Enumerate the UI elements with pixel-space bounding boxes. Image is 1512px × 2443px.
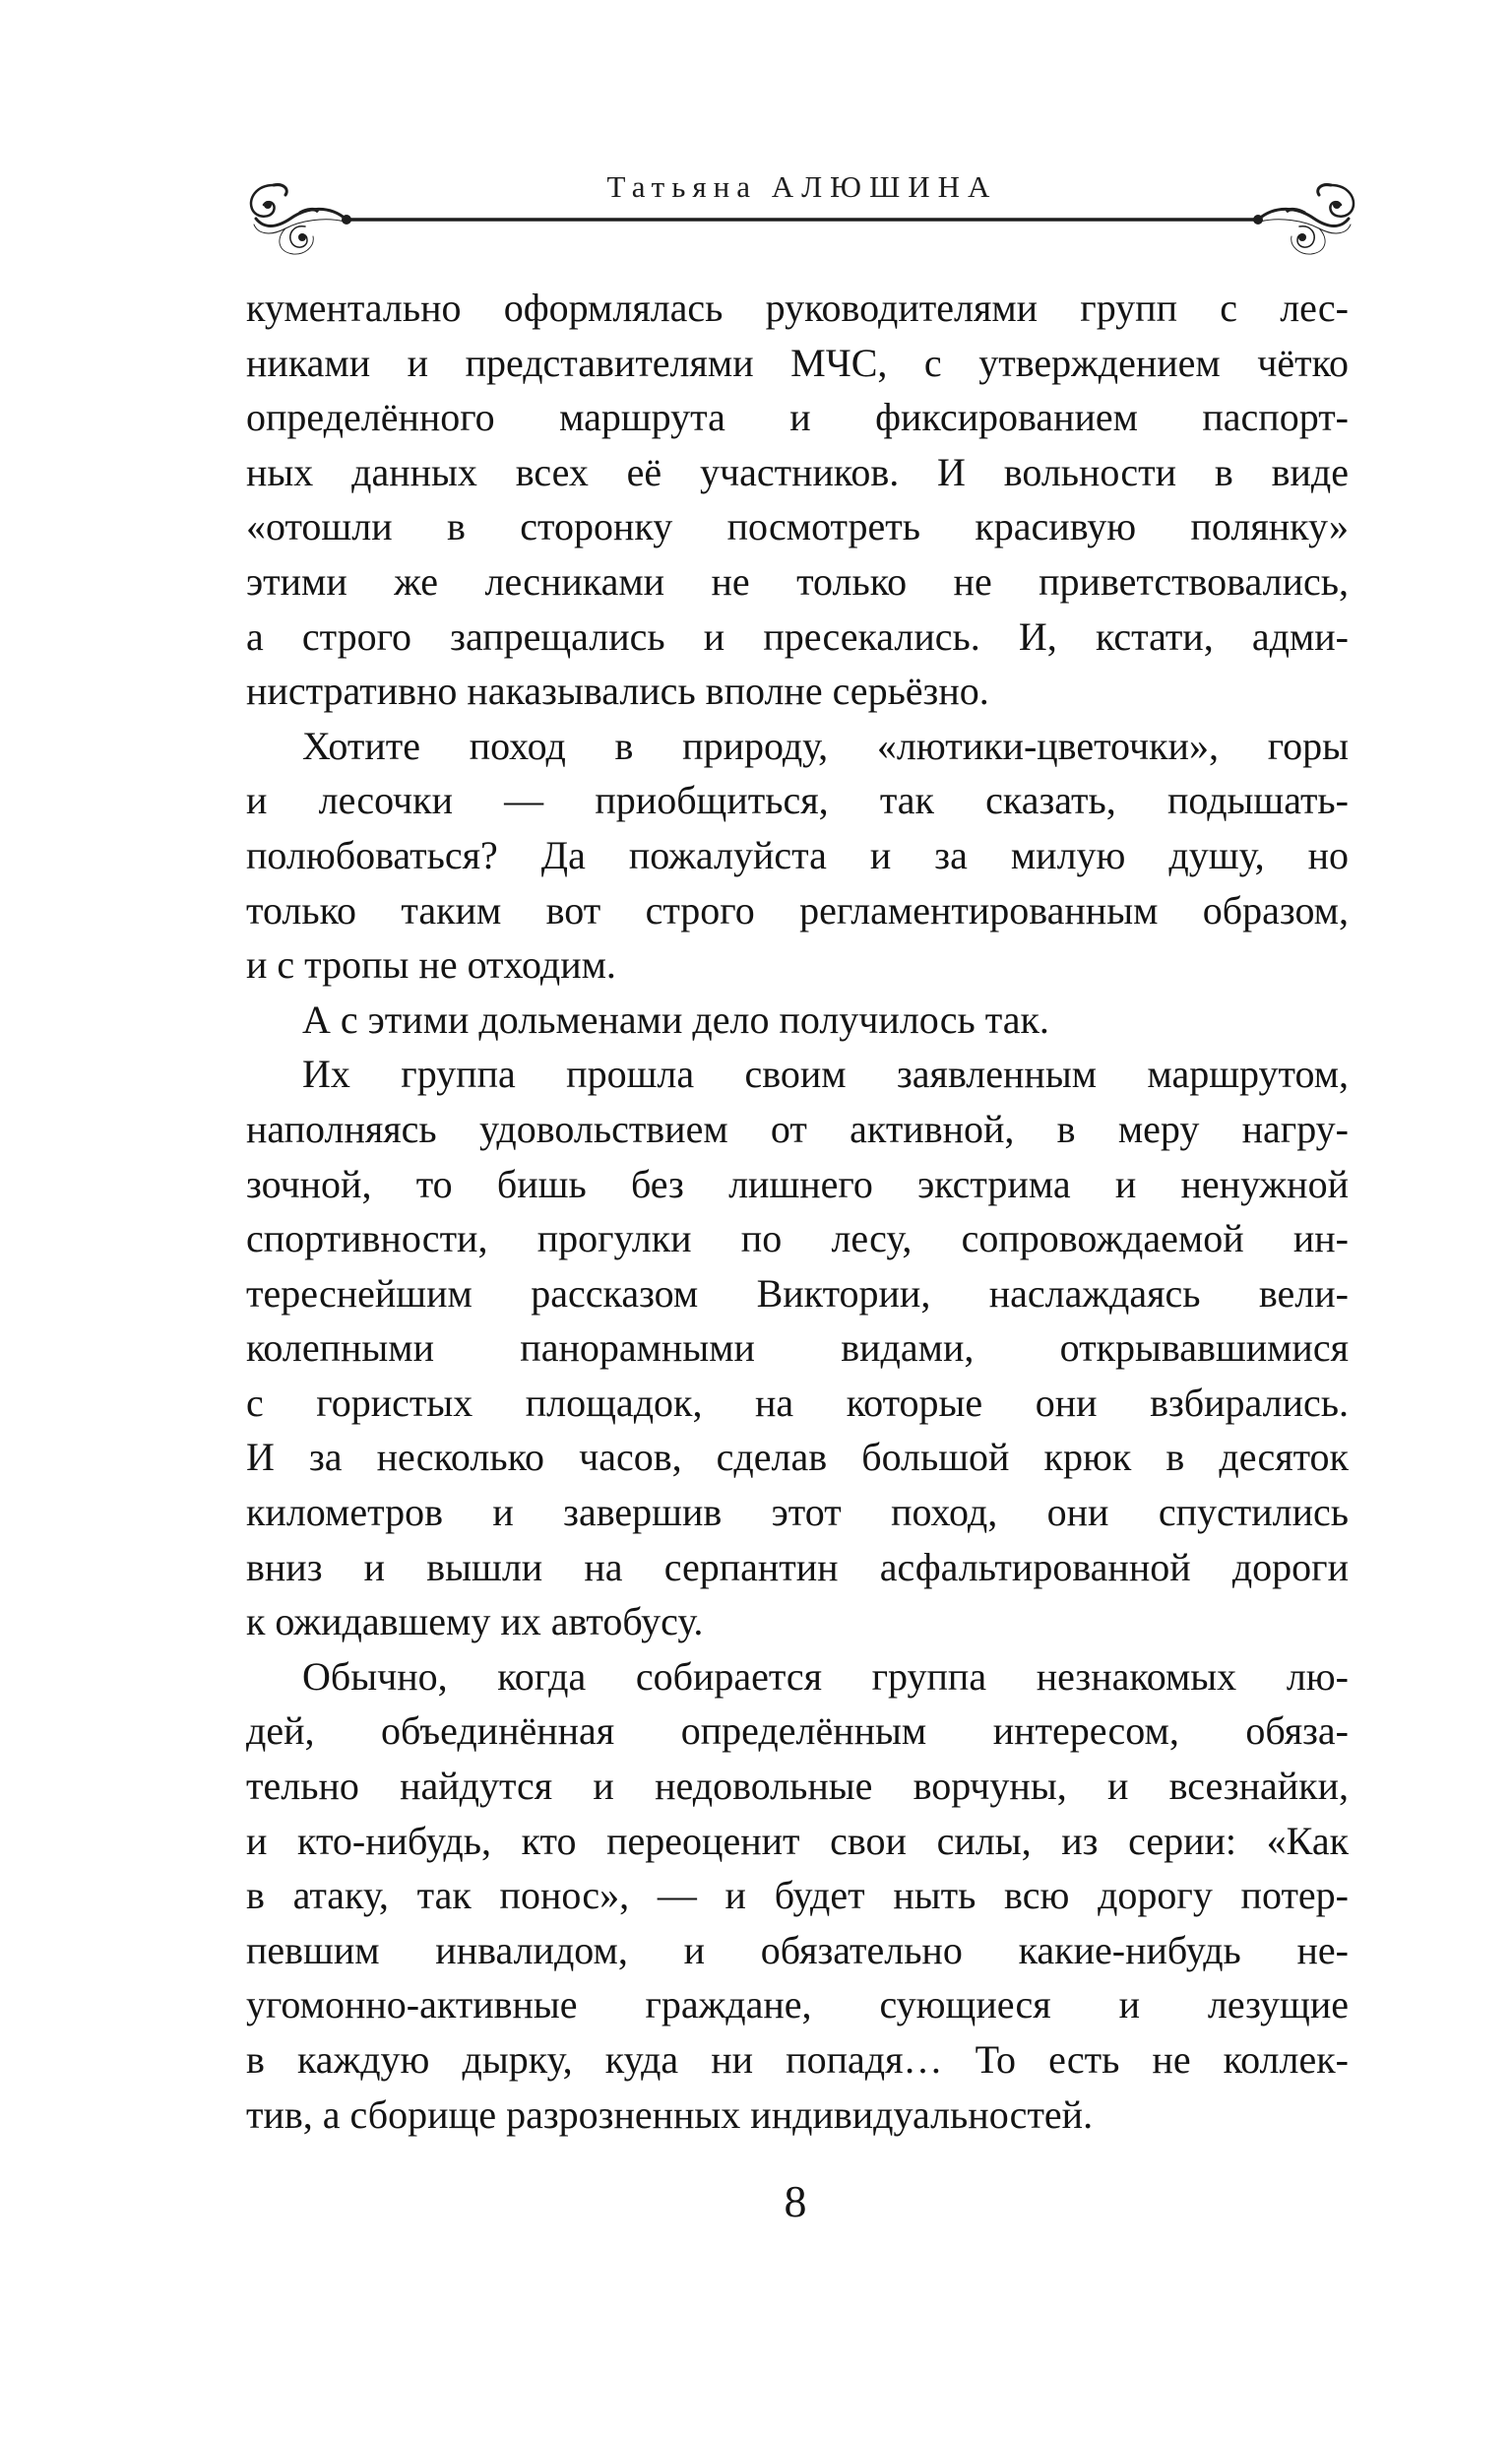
text-line: кументально оформлялась руководителями групп с лес- <box>246 286 1349 330</box>
text-line: ных данных всех её участников. И вольности в виде <box>246 449 1349 494</box>
text-line: в каждую дырку, куда ни попадя… То есть не коллек- <box>246 2037 1349 2082</box>
text-line: и кто-нибудь, кто переоценит свои силы, из серии: «Как <box>246 1818 1349 1863</box>
text-line: к ожидавшему их автобусу. <box>246 1599 704 1644</box>
text-line: спортивности, прогулки по лесу, сопровождаемой ин- <box>246 1216 1349 1261</box>
text-line: никами и представителями МЧС, с утверждением чётко <box>246 340 1349 385</box>
text-line: и с тропы не отходим. <box>246 942 616 988</box>
text-line: колепными панорамными видами, открывавшимися <box>246 1325 1349 1371</box>
paragraph <box>246 1047 1349 1649</box>
text-line: а строго запрещались и пресекались. И, кстати, адми- <box>246 613 1349 659</box>
text-line: тереснейшим рассказом Виктории, наслаждаясь вели- <box>246 1270 1349 1316</box>
text-line: и лесочки — приобщиться, так сказать, подышать- <box>246 778 1349 823</box>
paragraph <box>246 993 1349 1048</box>
text-line: «отошли в сторонку посмотреть красивую полянку» <box>246 504 1349 549</box>
paragraph <box>246 1649 1349 2142</box>
running-title <box>246 169 1358 205</box>
text-line: угомонно-активные граждане, сующиеся и лезущие <box>246 1982 1349 2027</box>
text-line: дей, объединённая определённым интересом, обяза- <box>246 1708 1349 1754</box>
text-line: тив, а сборище разрозненных индивидуальностей. <box>246 2091 1094 2137</box>
text-line: Их группа прошла своим заявленным маршрутом, <box>302 1052 1349 1097</box>
text-line: зочной, то бишь без лишнего экстрима и ненужной <box>246 1161 1349 1206</box>
text-line: Обычно, когда собирается группа незнакомых лю- <box>302 1653 1349 1699</box>
text-line: с гористых площадок, на которые они взбирались. <box>246 1380 1349 1425</box>
text-line: А с этими дольменами дело получилось так. <box>302 996 1049 1042</box>
text-line: в атаку, так понос», — и будет ныть всю дорогу потер- <box>246 1873 1349 1918</box>
text-line: нистративно наказывались вполне серьёзно. <box>246 669 989 714</box>
text-line: певшим инвалидом, и обязательно какие-нибудь не- <box>246 1927 1349 1972</box>
text-line: этими же лесниками не только не приветствовались, <box>246 558 1349 604</box>
paragraph <box>246 281 1349 719</box>
text-line: определённого маршрута и фиксированием паспорт- <box>246 395 1349 440</box>
text-line: Хотите поход в природу, «лютики-цветочки», горы <box>302 723 1349 768</box>
page-number: 8 <box>784 2176 807 2226</box>
text-line: И за несколько часов, сделав большой крюк в десяток <box>246 1435 1349 1480</box>
text-line: вниз и вышли на серпантин асфальтированной дороги <box>246 1544 1349 1589</box>
page-body <box>246 281 1349 2142</box>
text-line: только таким вот строго регламентированным образом, <box>246 887 1349 932</box>
text-line: километров и завершив этот поход, они спустились <box>246 1490 1349 1535</box>
author-first-name: Татьяна <box>606 169 757 204</box>
text-line: полюбоваться? Да пожалуйста и за милую душу, но <box>246 832 1349 877</box>
text-line: наполняясь удовольствием от активной, в меру нагру- <box>246 1106 1349 1151</box>
author-surname: АЛЮШИНА <box>771 169 998 204</box>
text-line: тельно найдутся и недовольные ворчуны, и всезнайки, <box>246 1764 1349 1809</box>
running-head <box>246 158 1358 256</box>
paragraph <box>246 719 1349 993</box>
